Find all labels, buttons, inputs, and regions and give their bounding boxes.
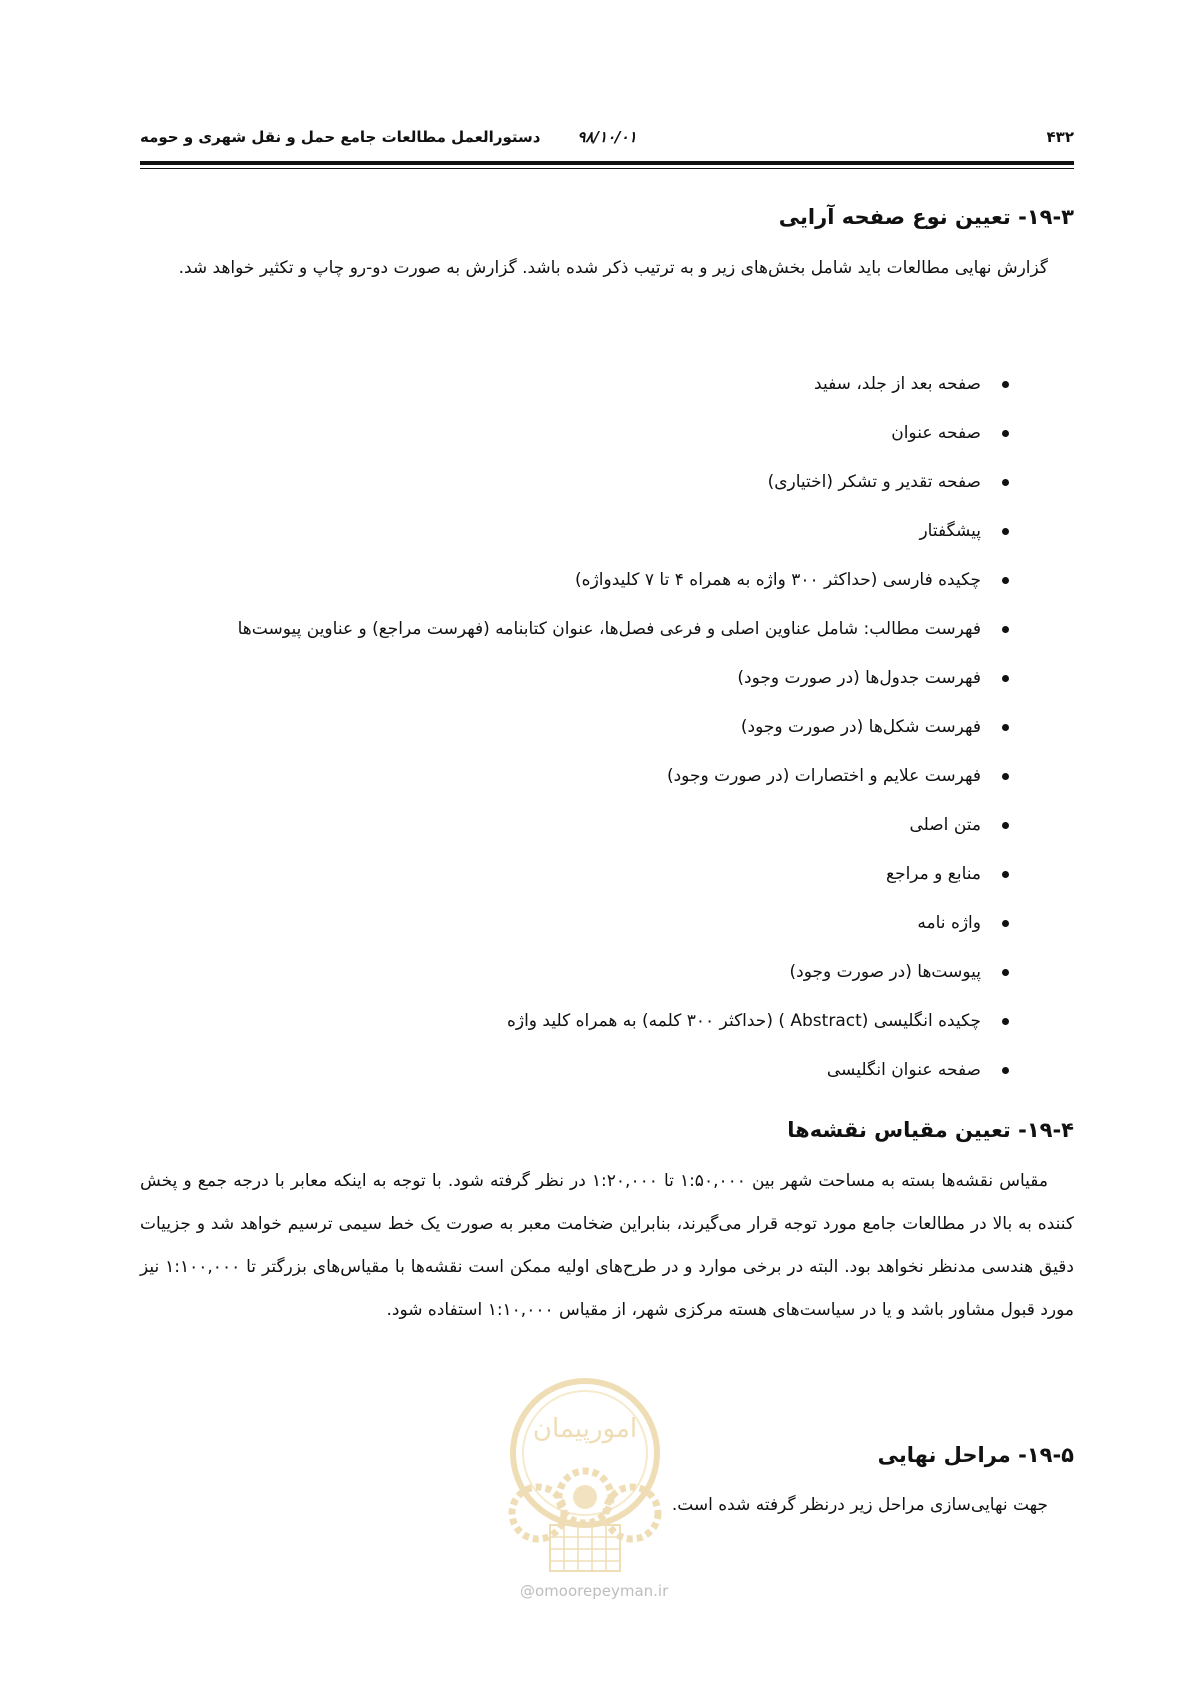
list-item: پیوست‌ها (در صورت وجود) [174, 948, 1074, 997]
list-item: فهرست شکل‌ها (در صورت وجود) [174, 703, 1074, 752]
bullet-icon [1002, 479, 1009, 486]
list-item: چکیده فارسی (حداکثر ۳۰۰ واژه به همراه ۴ تا ۷ کلیدواژه) [174, 556, 1074, 605]
bullet-icon [1002, 1067, 1009, 1074]
list-item: صفحه عنوان [174, 409, 1074, 458]
bullet-icon [1002, 920, 1009, 927]
list-item: واژه نامه [174, 899, 1074, 948]
bullet-icon [1002, 381, 1009, 388]
section-heading-19-3: ۱۹-۳- تعیین نوع صفحه آرایی [778, 205, 1074, 229]
header-date: ۹۸/۱۰/۰۱ [577, 128, 637, 146]
watermark-logo-icon [498, 1375, 673, 1575]
bullet-icon [1002, 1018, 1009, 1025]
section-paragraph-19-5: جهت نهایی‌سازی مراحل زیر درنظر گرفته شده است. [671, 1495, 1048, 1515]
list-item: پیشگفتار [174, 507, 1074, 556]
page-number: ۴۳۲ [1046, 128, 1074, 146]
section-paragraph-19-3: گزارش نهایی مطالعات باید شامل بخش‌های زیر و به ترتیب ذکر شده باشد. گزارش به صورت دو-رو چاپ و تکثیر خواهد شد. [178, 258, 1048, 278]
list-item: صفحه بعد از جلد، سفید [174, 360, 1074, 409]
section-paragraph-19-4: مقیاس نقشه‌ها بسته به مساحت شهر بین ۱:۵۰,۰۰۰ تا ۱:۲۰,۰۰۰ در نظر گرفته شود. با توجه به اینکه معابر با درجه جمع و پخش کننده به بالا در مطالعات جامع مورد توجه قرار می‌گیرند، بنابراین ضخامت معبر به صورت یک خط سیمی ترسیم خواهد شد و جزییات دقیق هندسی مدنظر نخواهد بود. البته در برخی موارد و در طرح‌های اولیه ممکن است نقشه‌ها با مقیاس‌های بزرگتر تا ۱:۱۰۰,۰۰۰ نیز مورد قبول مشاور باشد و یا در سیاست‌های هسته مرکزی شهر، از مقیاس ۱:۱۰,۰۰۰ استفاده شود. [140, 1171, 1074, 1320]
header-rule-thick [140, 161, 1074, 165]
report-sections-list [174, 360, 1074, 1095]
list-item: متن اصلی [174, 801, 1074, 850]
bullet-icon [1002, 822, 1009, 829]
section-heading-19-4: ۱۹-۴- تعیین مقیاس نقشه‌ها [787, 1118, 1074, 1142]
page-header [140, 128, 1074, 158]
list-item: فهرست علایم و اختصارات (در صورت وجود) [174, 752, 1074, 801]
bullet-icon [1002, 528, 1009, 535]
list-item: چکیده انگلیسی (Abstract ) (حداکثر ۳۰۰ کلمه) به همراه کلید واژه [174, 997, 1074, 1046]
bullet-icon [1002, 430, 1009, 437]
bullet-icon [1002, 724, 1009, 731]
list-item: صفحه عنوان انگلیسی [174, 1046, 1074, 1095]
section-heading-19-5: ۱۹-۵- مراحل نهایی [877, 1443, 1074, 1467]
watermark-site: @omoorepeyman.ir [520, 1582, 669, 1600]
list-item: صفحه تقدیر و تشکر (اختیاری) [174, 458, 1074, 507]
list-item: فهرست جدول‌ها (در صورت وجود) [174, 654, 1074, 703]
bullet-icon [1002, 871, 1009, 878]
document-title: دستورالعمل مطالعات جامع حمل و نقل شهری و حومه [140, 128, 541, 146]
bullet-icon [1002, 626, 1009, 633]
bullet-icon [1002, 773, 1009, 780]
bullet-icon [1002, 969, 1009, 976]
header-rule-thin [140, 168, 1074, 169]
list-item: منابع و مراجع [174, 850, 1074, 899]
watermark-logo-text: امورپیمان [532, 1414, 638, 1444]
bullet-icon [1002, 577, 1009, 584]
bullet-icon [1002, 675, 1009, 682]
list-item: فهرست مطالب: شامل عناوین اصلی و فرعی فصل‌ها، عنوان کتابنامه (فهرست مراجع) و عناوین پیوست‌ها [174, 605, 1074, 654]
